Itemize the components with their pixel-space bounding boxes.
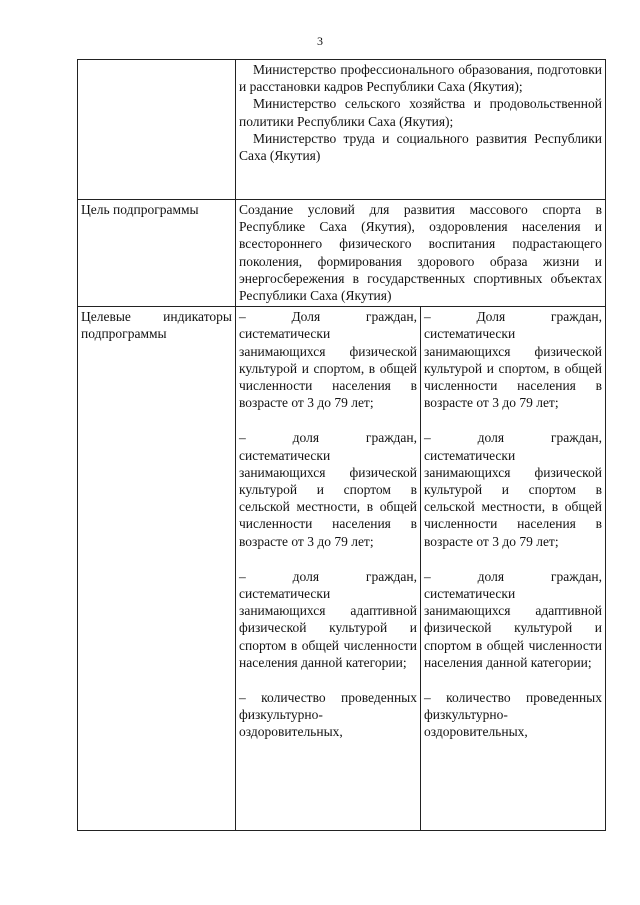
indicator-item: – доля граждан, систематически занимающихся физической культурой и спортом в сельской местности, в общей численности населения в возрасте от 3 до 79 лет; (424, 430, 602, 549)
indicators-right-cell (421, 307, 606, 831)
indicator-item: – доля граждан, систематически занимающихся адаптивной физической культурой и спортом в общей численности населения данной категории; (239, 568, 417, 670)
goal-label: Цель подпрограммы (78, 200, 236, 307)
ministries-label-cell (78, 60, 236, 200)
page-number: 3 (317, 34, 323, 48)
indicators-label: Целевые индикаторы подпрограммы (81, 309, 232, 342)
ministry-item: Министерство сельского хозяйства и продовольственной политики Республики Саха (Якутия); (239, 96, 602, 129)
indicators-label-cell (78, 307, 236, 831)
indicator-item: – доля граждан, систематически занимающихся физической культурой и спортом в сельской местности, в общей численности населения в возрасте от 3 до 79 лет; (239, 430, 417, 549)
table-row-indicators (78, 307, 606, 831)
indicators-left-cell (236, 307, 421, 831)
subprogram-passport-table (77, 59, 606, 831)
indicator-item: – количество проведенных физкультурно-оздоровительных, (239, 690, 417, 740)
table-row-ministries (78, 60, 606, 200)
ministry-item: Министерство профессионального образования, подготовки и расстановки кадров Республики Саха (Якутия); (239, 62, 602, 95)
indicator-item: – Доля граждан, систематически занимающихся физической культурой и спортом, в общей численности населения в возрасте от 3 до 79 лет; (239, 309, 417, 411)
ministries-cell (236, 60, 606, 200)
indicator-item: – количество проведенных физкультурно-оздоровительных, (424, 690, 602, 740)
indicator-item: – доля граждан, систематически занимающихся адаптивной физической культурой и спортом в общей численности населения данной категории; (424, 568, 602, 670)
indicator-item: – Доля граждан, систематически занимающихся физической культурой и спортом, в общей численности населения в возрасте от 3 до 79 лет; (424, 309, 602, 411)
ministry-item: Министерство труда и социального развития Республики Саха (Якутия) (239, 130, 602, 164)
goal-paragraph: Создание условий для развития массового спорта в Республике Саха (Якутия), оздоровления населения и всестороннего физического воспитания подрастающего поколения, формирования здорового образа жизни и энергосбережения в государственных спортивных объектах Республики Саха (Якутия) (239, 202, 602, 304)
goal-text (236, 200, 606, 307)
table-row-goal (78, 200, 606, 307)
